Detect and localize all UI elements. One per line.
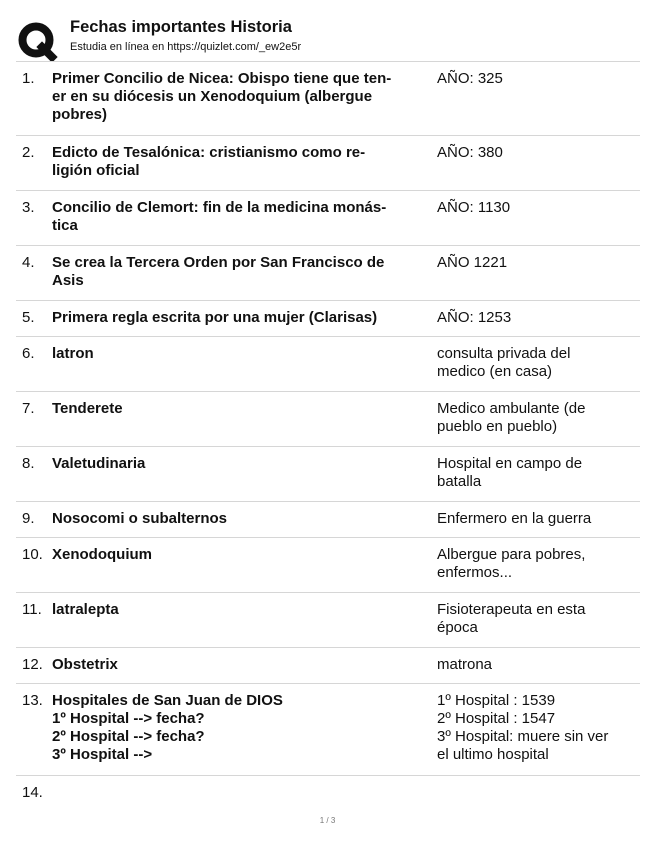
quizlet-logo-icon [16, 20, 58, 62]
row-number: 13. [22, 692, 43, 709]
row-number: 7. [22, 400, 35, 417]
row-number: 1. [22, 70, 35, 87]
document-header [16, 16, 446, 60]
row-definition: Albergue para pobres, enfermos... [437, 546, 586, 581]
row-number: 4. [22, 254, 35, 271]
flashcard-row [16, 538, 640, 593]
flashcard-row [16, 136, 640, 191]
row-definition: matrona [437, 656, 493, 673]
flashcard-row [16, 447, 640, 502]
row-number: 5. [22, 309, 35, 326]
row-number: 9. [22, 510, 35, 527]
flashcard-row [16, 593, 640, 648]
row-term: Concilio de Clemort: fin de la medicina monás- tica [52, 199, 387, 234]
row-definition: AÑO: 1253 [437, 309, 512, 326]
flashcard-row [16, 648, 640, 684]
row-definition: consulta privada del medico (en casa) [437, 345, 571, 380]
row-number: 6. [22, 345, 35, 362]
row-term: latron [52, 345, 94, 362]
row-number: 10. [22, 546, 43, 563]
row-term: Nosocomi o subalternos [52, 510, 228, 527]
row-definition: 1º Hospital : 1539 2º Hospital : 1547 3º Hospital: muere sin ver el ultimo hospital [437, 692, 609, 763]
row-definition: AÑO: 380 [437, 144, 503, 161]
flashcard-row [16, 684, 640, 776]
row-term: Valetudinaria [52, 455, 146, 472]
row-number: 14. [22, 784, 43, 801]
flashcard-row [16, 191, 640, 246]
row-definition: AÑO: 1130 [437, 199, 511, 216]
row-term: Obstetrix [52, 656, 118, 673]
flashcard-row [16, 502, 640, 538]
flashcard-row [16, 301, 640, 337]
row-number: 3. [22, 199, 35, 216]
row-term: Primer Concilio de Nicea: Obispo tiene que ten- er en su diócesis un Xenodoquium (albergue pobres) [52, 70, 392, 123]
flashcard-row [16, 337, 640, 392]
flashcard-row [16, 62, 640, 136]
row-definition: Enfermero en la guerra [437, 510, 592, 527]
row-term: Edicto de Tesalónica: cristianismo como re- ligión oficial [52, 144, 366, 179]
document-title: Fechas importantes Historia [70, 18, 292, 36]
row-number: 11. [22, 601, 42, 618]
row-term: Hospitales de San Juan de DIOS 1º Hospital --> fecha? 2º Hospital --> fecha? 3º Hospital --> [52, 692, 283, 763]
row-definition: Hospital en campo de batalla [437, 455, 583, 490]
flashcard-row [16, 776, 640, 808]
row-number: 2. [22, 144, 35, 161]
row-term: Primera regla escrita por una mujer (Clarisas) [52, 309, 378, 326]
row-definition: Medico ambulante (de pueblo en pueblo) [437, 400, 586, 435]
page-indicator: 1 / 3 [319, 816, 336, 825]
row-number: 12. [22, 656, 43, 673]
document-subtitle: Estudia en línea en https://quizlet.com/_ew2e5r [70, 41, 302, 53]
row-term: Xenodoquium [52, 546, 152, 563]
row-term: Tenderete [52, 400, 123, 417]
row-number: 8. [22, 455, 35, 472]
flashcard-row [16, 392, 640, 447]
row-definition: AÑO: 325 [437, 70, 503, 87]
row-definition: AÑO 1221 [437, 254, 508, 271]
row-term: Se crea la Tercera Orden por San Francisco de Asis [52, 254, 385, 289]
row-definition: Fisioterapeuta en esta época [437, 601, 586, 636]
row-term: latralepta [52, 601, 119, 618]
flashcard-list [16, 61, 640, 808]
flashcard-row [16, 246, 640, 301]
